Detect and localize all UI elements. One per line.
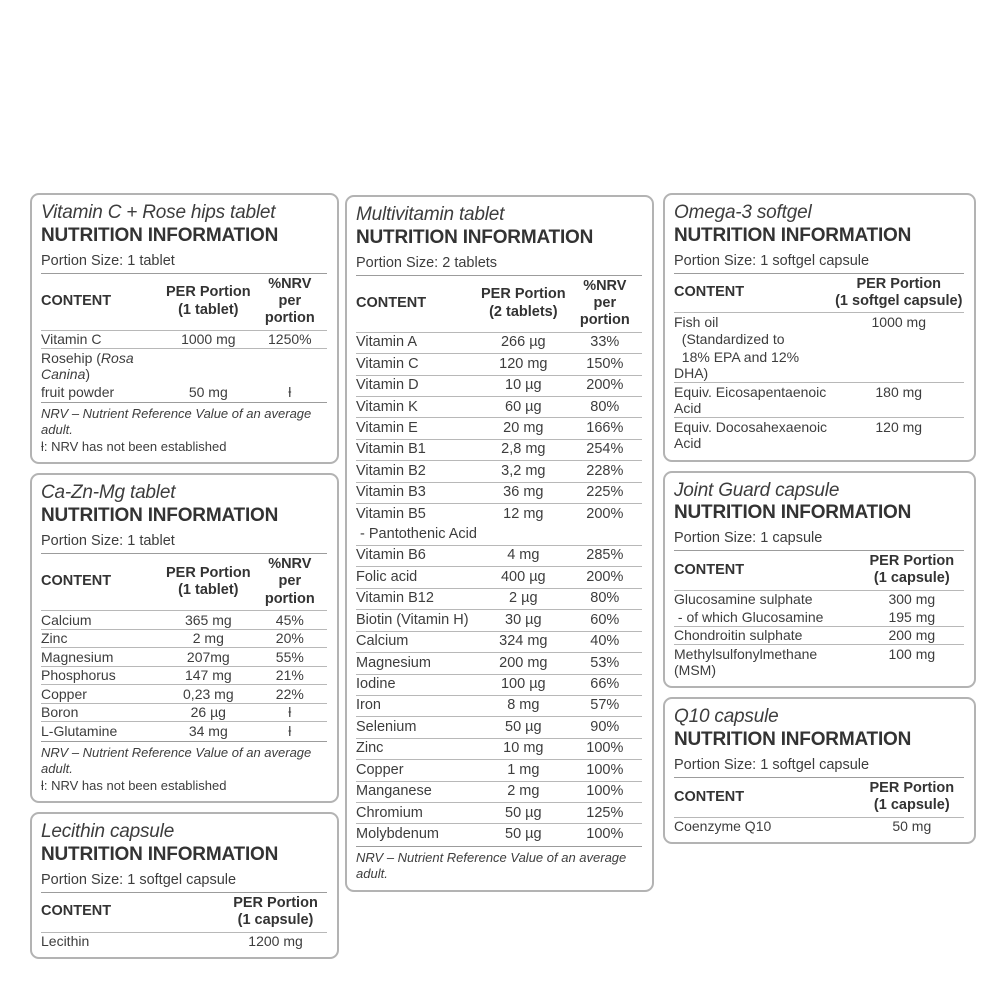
- nutrient-row: [356, 823, 642, 844]
- nutrient-amount: 100 mg: [888, 645, 936, 662]
- nutrition-information-heading: NUTRITION INFORMATION: [356, 226, 594, 248]
- footnote: NRV – Nutrient Reference Value of an average adult. ƚ: NRV has not been established: [41, 741, 327, 795]
- nutrition-information-heading: NUTRITION INFORMATION: [674, 729, 912, 751]
- nutrient-nrv: 200%: [586, 377, 624, 394]
- nutrient-row: [356, 674, 642, 695]
- nutrient-amount: 10 mg: [503, 740, 544, 757]
- portion-size: Portion Size: 1 softgel capsule: [674, 757, 870, 774]
- nutrient-row: [356, 503, 642, 524]
- nutrient-row: [674, 590, 964, 609]
- nutrient-nrv: 100%: [586, 761, 624, 778]
- column-header-content: CONTENT: [356, 294, 427, 311]
- column-header-per-portion: PER Portion (1 tablet): [166, 564, 251, 598]
- nutrient-amount: 195 mg: [888, 608, 936, 625]
- nutrient-name: Chromium: [356, 804, 423, 821]
- nutrient-amount: 1000 mg: [181, 331, 236, 348]
- nutrient-name: Vitamin B12: [356, 590, 434, 607]
- panel-vitamin-c-rose-hips-tablet: [30, 193, 339, 464]
- nutrient-name: Magnesium: [41, 648, 114, 665]
- nutrient-row: [356, 396, 642, 417]
- nutrient-amount: 2 µg: [509, 590, 538, 607]
- nutrition-information-heading: NUTRITION INFORMATION: [674, 224, 912, 246]
- nutrient-row: [674, 817, 964, 836]
- nutrient-name: Calcium: [356, 633, 409, 650]
- product-name: Multivitamin tablet: [356, 204, 505, 225]
- nutrient-amount: 50 mg: [892, 818, 932, 835]
- table-header-row: [674, 777, 964, 817]
- panel-lecithin-capsule: [30, 812, 339, 959]
- nutrient-row: [356, 417, 642, 438]
- nutrient-nrv: 200%: [586, 505, 624, 522]
- nutrient-nrv: 80%: [590, 398, 620, 415]
- nutrient-amount: 36 mg: [503, 484, 544, 501]
- nutrient-amount: 147 mg: [184, 667, 232, 684]
- nutrient-row: [356, 609, 642, 630]
- nutrient-row: [356, 588, 642, 609]
- nutrient-name: L-Glutamine: [41, 722, 118, 739]
- nutrient-nrv: 166%: [586, 419, 624, 436]
- nutrient-name: Coenzyme Q10: [674, 818, 772, 835]
- footnote: NRV – Nutrient Reference Value of an average adult.: [356, 846, 642, 883]
- nutrient-name: Magnesium: [356, 654, 431, 671]
- nutrient-name: Calcium: [41, 611, 92, 628]
- nutrient-name: Vitamin B1: [356, 441, 426, 458]
- nutrient-amount: 30 µg: [505, 611, 542, 628]
- nutrient-name: Methylsulfonylmethane (MSM): [674, 645, 822, 679]
- nutrient-amount: 8 mg: [507, 697, 540, 714]
- nutrient-amount: 120 mg: [499, 355, 548, 372]
- column-header-content: CONTENT: [674, 284, 745, 301]
- nutrient-row: [356, 695, 642, 716]
- nutrient-nrv: 1250%: [268, 331, 312, 348]
- nutrient-nrv: 21%: [275, 667, 304, 684]
- nutrient-name: Equiv. Eicosapentaenoic Acid: [674, 383, 830, 417]
- column-header-content: CONTENT: [41, 292, 112, 309]
- nutrient-name: Boron: [41, 704, 79, 721]
- column-header-content: CONTENT: [41, 573, 112, 590]
- column-header-content: CONTENT: [674, 788, 745, 805]
- nutrient-nrv: 80%: [590, 590, 620, 607]
- nutrient-row: [674, 331, 964, 349]
- nutrient-row: [356, 482, 642, 503]
- nutrient-row: [356, 631, 642, 652]
- nutrient-nrv: 45%: [275, 611, 304, 628]
- nutrient-row: [41, 684, 327, 703]
- nutrient-nrv: 100%: [586, 783, 624, 800]
- nutrient-row: [356, 738, 642, 759]
- nutrient-name: Vitamin B3: [356, 484, 426, 501]
- nutrient-amount: 4 mg: [507, 547, 540, 564]
- nutrient-row: [356, 375, 642, 396]
- nutrient-row: [674, 348, 964, 382]
- nutrient-row: [356, 332, 642, 353]
- nutrient-nrv: 60%: [590, 611, 620, 628]
- nutrient-nrv: ƚ: [288, 704, 292, 721]
- nutrient-amount: 0,23 mg: [183, 685, 234, 702]
- nutrient-row: [356, 439, 642, 460]
- panel-ca-zn-mg-tablet: [30, 473, 339, 803]
- nutrient-name: Lecithin: [41, 933, 90, 950]
- nutrient-name: Vitamin C: [356, 355, 419, 372]
- nutrient-nrv: 53%: [590, 654, 620, 671]
- nutrient-nrv: 33%: [590, 334, 620, 351]
- column-header-content: CONTENT: [674, 561, 745, 578]
- nutrient-name: Folic acid: [356, 568, 418, 585]
- nutrient-amount: 180 mg: [875, 383, 923, 400]
- nutrient-amount: 200 mg: [499, 654, 548, 671]
- nutrient-row: [41, 666, 327, 685]
- product-name: Vitamin C + Rose hips tablet: [41, 202, 276, 223]
- nutrient-name: Copper: [356, 761, 404, 778]
- table-header-row: [41, 892, 327, 932]
- portion-size: Portion Size: 1 softgel capsule: [41, 871, 237, 888]
- nutrient-name: Iron: [356, 697, 381, 714]
- nutrient-name: Vitamin D: [356, 377, 419, 394]
- nutrient-row: [356, 545, 642, 566]
- nutrient-nrv: 57%: [590, 697, 620, 714]
- portion-size: Portion Size: 1 tablet: [41, 532, 175, 549]
- nutrient-nrv: 20%: [275, 630, 304, 647]
- column-header-nrv: %NRV per portion: [264, 275, 315, 327]
- column-header-per-portion: PER Portion (1 tablet): [166, 284, 251, 318]
- nutrient-amount: 365 mg: [184, 611, 232, 628]
- nutrient-nrv: 125%: [586, 804, 624, 821]
- nutrient-nrv: 254%: [586, 441, 624, 458]
- panel-joint-guard-capsule: [663, 471, 976, 689]
- nutrient-name: Vitamin B2: [356, 462, 426, 479]
- column-header-per-portion: PER Portion (1 capsule): [233, 894, 318, 929]
- nutrient-nrv: 100%: [586, 740, 624, 757]
- nutrient-nrv: ƚ: [288, 722, 292, 739]
- nutrient-amount: 400 µg: [500, 568, 546, 585]
- nutrient-nrv: 150%: [586, 355, 624, 372]
- nutrient-row: [674, 382, 964, 417]
- nutrient-nrv: 225%: [586, 484, 624, 501]
- nutrient-name: 18% EPA and 12% DHA): [674, 348, 803, 382]
- product-name: Omega-3 softgel: [674, 202, 812, 223]
- right-column: [663, 193, 976, 844]
- nutrient-row: [674, 417, 964, 452]
- portion-size: Portion Size: 2 tablets: [356, 254, 498, 271]
- nutrient-row: [356, 802, 642, 823]
- nutrient-row: [41, 348, 327, 383]
- nutrient-row: [356, 781, 642, 802]
- nutrient-name: Phosphorus: [41, 667, 116, 684]
- nutrient-name: Selenium: [356, 718, 417, 735]
- nutrient-row: [41, 703, 327, 722]
- center-column: [345, 195, 654, 892]
- panel-q10-capsule: [663, 697, 976, 844]
- nutrient-nrv: 40%: [590, 633, 620, 650]
- nutrient-nrv: 55%: [275, 648, 304, 665]
- nutrient-row: [356, 353, 642, 374]
- nutrient-amount: 50 µg: [505, 718, 542, 735]
- nutrient-row: [356, 759, 642, 780]
- nutrient-name: Zinc: [41, 630, 68, 647]
- column-header-per-portion: PER Portion (1 softgel capsule): [835, 275, 963, 309]
- nutrient-name: - Pantothenic Acid: [356, 526, 477, 543]
- panel-multivitamin-tablet: [345, 195, 654, 892]
- table-header-row: [41, 273, 327, 330]
- table-header-row: [674, 273, 964, 313]
- footnote: NRV – Nutrient Reference Value of an average adult. ƚ: NRV has not been established: [41, 402, 327, 456]
- nutrient-amount: 324 mg: [499, 633, 548, 650]
- table-header-row: [674, 550, 964, 590]
- nutrient-amount: 1000 mg: [871, 313, 926, 330]
- portion-size: Portion Size: 1 capsule: [674, 530, 823, 547]
- nutrient-amount: 12 mg: [503, 505, 544, 522]
- nutrient-name: Glucosamine sulphate: [674, 591, 813, 608]
- nutrient-amount: 10 µg: [505, 377, 542, 394]
- nutrient-row: [356, 652, 642, 673]
- nutrient-nrv: 90%: [590, 718, 620, 735]
- nutrient-name: Vitamin E: [356, 419, 418, 436]
- nutrient-row: [674, 312, 964, 331]
- nutrient-amount: 200 mg: [888, 627, 936, 644]
- nutrient-amount: 120 mg: [875, 418, 923, 435]
- nutrient-amount: 1 mg: [507, 761, 540, 778]
- nutrient-row: [41, 610, 327, 629]
- nutrient-row: [41, 721, 327, 740]
- nutrient-row: [356, 460, 642, 481]
- nutrition-information-heading: NUTRITION INFORMATION: [41, 224, 279, 246]
- nutrient-amount: 266 µg: [500, 334, 546, 351]
- nutrient-amount: 34 mg: [188, 722, 228, 739]
- nutrient-row: [674, 608, 964, 626]
- nutrient-row: [41, 629, 327, 648]
- portion-size: Portion Size: 1 tablet: [41, 252, 175, 269]
- nutrient-amount: 2 mg: [507, 783, 540, 800]
- nutrient-amount: 50 µg: [505, 804, 542, 821]
- nutrient-row: [356, 525, 642, 545]
- nutrient-amount: 1200 mg: [248, 933, 303, 950]
- nutrient-amount: 300 mg: [888, 591, 936, 608]
- nutrient-amount: 50 µg: [505, 825, 542, 842]
- left-column: [30, 193, 339, 959]
- nutrient-name: Vitamin K: [356, 398, 418, 415]
- product-name: Ca-Zn-Mg tablet: [41, 482, 176, 504]
- nutrient-name: Chondroitin sulphate: [674, 627, 803, 644]
- panel-omega-3-softgel: [663, 193, 976, 462]
- nutrient-row: [41, 647, 327, 666]
- nutrient-nrv: 285%: [586, 547, 624, 564]
- nutrient-amount: 207mg: [186, 648, 230, 665]
- nutrient-name: - of which Glucosamine: [674, 608, 824, 625]
- nutrition-information-heading: NUTRITION INFORMATION: [674, 502, 912, 524]
- nutrient-row: [674, 626, 964, 645]
- nutrient-name: Vitamin B5: [356, 505, 426, 522]
- column-header-per-portion: PER Portion (1 capsule): [869, 553, 955, 587]
- product-name: Q10 capsule: [674, 706, 779, 728]
- nutrient-nrv: 22%: [275, 685, 304, 702]
- nutrient-name: Iodine: [356, 676, 396, 693]
- nutrient-nrv: 228%: [586, 462, 624, 479]
- nutrition-information-heading: NUTRITION INFORMATION: [41, 844, 279, 865]
- product-name: Joint Guard capsule: [674, 479, 840, 501]
- nutrient-row: [356, 716, 642, 737]
- nutrient-amount: 26 µg: [190, 704, 226, 721]
- nutrient-amount: 100 µg: [500, 676, 546, 693]
- nutrient-name: Zinc: [356, 740, 384, 757]
- nutrient-nrv: ƚ: [288, 383, 292, 400]
- nutrient-amount: 3,2 mg: [501, 462, 546, 479]
- nutrient-name: Copper: [41, 685, 87, 702]
- nutrient-amount: 20 mg: [503, 419, 544, 436]
- nutrient-row: [356, 566, 642, 587]
- nutrient-name: (Standardized to: [674, 331, 785, 348]
- nutrient-row: [41, 330, 327, 349]
- nutrient-amount: 2 mg: [192, 630, 224, 647]
- nutrient-amount: 50 mg: [188, 383, 228, 400]
- table-header-row: [356, 275, 642, 332]
- nutrient-name: Vitamin C: [41, 331, 102, 348]
- nutrition-information-heading: NUTRITION INFORMATION: [41, 505, 279, 527]
- column-header-nrv: %NRV per portion: [579, 277, 630, 329]
- table-header-row: [41, 553, 327, 610]
- nutrient-name: Vitamin B6: [356, 547, 426, 564]
- nutrient-name: Vitamin A: [356, 334, 417, 351]
- nutrient-name: Rosehip (Rosa Canina): [41, 349, 138, 383]
- nutrient-name: Biotin (Vitamin H): [356, 611, 469, 628]
- nutrient-name: Molybdenum: [356, 825, 440, 842]
- portion-size: Portion Size: 1 softgel capsule: [674, 252, 870, 269]
- column-header-per-portion: PER Portion (2 tablets): [481, 286, 566, 320]
- nutrient-amount: 60 µg: [505, 398, 542, 415]
- nutrient-name: Fish oil: [674, 313, 719, 330]
- nutrient-row: [41, 932, 327, 951]
- nutrient-nrv: 100%: [586, 825, 624, 842]
- nutrient-name: Manganese: [356, 783, 432, 800]
- nutrient-row: [674, 644, 964, 679]
- nutrient-name: Equiv. Docosahexaenoic Acid: [674, 418, 831, 452]
- nutrient-amount: 2,8 mg: [501, 441, 546, 458]
- column-header-nrv: %NRV per portion: [264, 555, 315, 607]
- column-header-per-portion: PER Portion (1 capsule): [869, 780, 955, 814]
- nutrient-row: [41, 383, 327, 401]
- nutrient-nrv: 200%: [586, 568, 624, 585]
- nutrient-name: fruit powder: [41, 383, 115, 400]
- product-name: Lecithin capsule: [41, 821, 175, 843]
- column-header-content: CONTENT: [41, 903, 112, 920]
- nutrient-nrv: 66%: [590, 676, 620, 693]
